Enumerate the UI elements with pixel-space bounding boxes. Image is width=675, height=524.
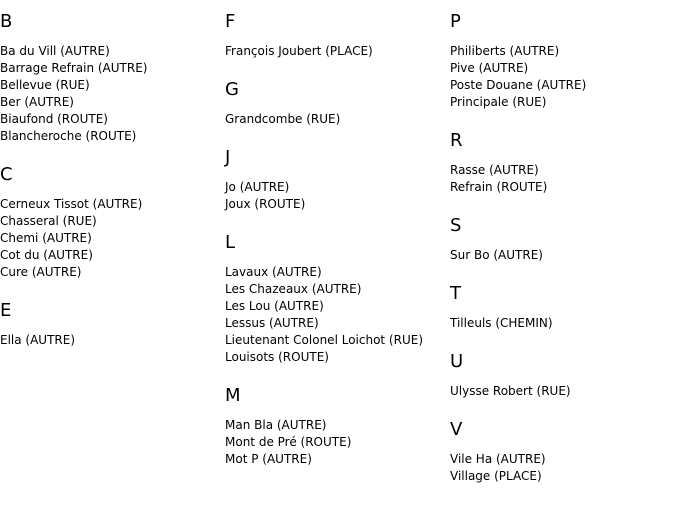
street-item: Cure (AUTRE) [0, 265, 82, 279]
street-item: Les Lou (AUTRE) [225, 299, 324, 313]
street-item: Rasse (AUTRE) [450, 163, 539, 177]
street-list [0, 196, 220, 281]
letter-group [225, 147, 445, 213]
street-list [450, 315, 670, 332]
street-item: Lavaux (AUTRE) [225, 265, 322, 279]
street-index-column-2 [225, 0, 445, 468]
street-list [0, 43, 220, 145]
street-list [225, 417, 445, 468]
street-item: Chemi (AUTRE) [0, 231, 92, 245]
letter-heading: U [450, 351, 464, 372]
letter-heading: G [225, 79, 239, 100]
street-item: Village (PLACE) [450, 469, 542, 483]
street-list [450, 383, 670, 400]
letter-group [450, 351, 670, 400]
letter-group [450, 283, 670, 332]
letter-heading: B [0, 11, 13, 32]
street-item: Ella (AUTRE) [0, 333, 76, 347]
street-item: Cot du (AUTRE) [0, 248, 93, 262]
street-list [450, 451, 670, 485]
street-item: Refrain (ROUTE) [450, 180, 548, 194]
street-item: Poste Douane (AUTRE) [450, 78, 587, 92]
street-item: Lieutenant Colonel Loichot (RUE) [225, 333, 423, 347]
street-list [225, 43, 445, 60]
letter-heading: L [225, 232, 236, 253]
letter-group [0, 11, 220, 145]
street-item: Tilleuls (CHEMIN) [450, 316, 553, 330]
street-item: Barrage Refrain (AUTRE) [0, 61, 148, 75]
letter-heading: J [225, 147, 231, 168]
street-item: Biaufond (ROUTE) [0, 112, 108, 126]
letter-heading: F [225, 11, 236, 32]
street-index-column-1 [0, 0, 220, 349]
street-index-column-3 [450, 0, 670, 485]
letter-heading: E [0, 300, 12, 321]
street-item: Joux (ROUTE) [225, 197, 306, 211]
letter-heading: V [450, 419, 463, 440]
letter-heading: T [450, 283, 461, 304]
street-item: Ulysse Robert (RUE) [450, 384, 571, 398]
letter-heading: S [450, 215, 462, 236]
street-item: Vile Ha (AUTRE) [450, 452, 546, 466]
street-list [225, 179, 445, 213]
letter-group [0, 164, 220, 281]
letter-heading: R [450, 130, 463, 151]
street-list [225, 111, 445, 128]
street-list [450, 162, 670, 196]
street-item: Mot P (AUTRE) [225, 452, 312, 466]
letter-group [450, 11, 670, 111]
letter-heading: C [0, 164, 13, 185]
letter-group [225, 385, 445, 468]
street-item: Chasseral (RUE) [0, 214, 97, 228]
letter-heading: P [450, 11, 461, 32]
street-item: Ba du Vill (AUTRE) [0, 44, 110, 58]
letter-heading: M [225, 385, 241, 406]
street-item: Man Bla (AUTRE) [225, 418, 327, 432]
street-item: Ber (AUTRE) [0, 95, 74, 109]
street-list [450, 43, 670, 111]
street-item: Pive (AUTRE) [450, 61, 529, 75]
letter-group [450, 215, 670, 264]
street-item: Bellevue (RUE) [0, 78, 90, 92]
letter-group [225, 232, 445, 366]
letter-group [450, 130, 670, 196]
letter-group [225, 11, 445, 60]
street-item: Cerneux Tissot (AUTRE) [0, 197, 143, 211]
letter-group [225, 79, 445, 128]
letter-group [0, 300, 220, 349]
street-list [450, 247, 670, 264]
street-list [225, 264, 445, 366]
street-item: Lessus (AUTRE) [225, 316, 319, 330]
street-item: Sur Bo (AUTRE) [450, 248, 543, 262]
street-item: Principale (RUE) [450, 95, 547, 109]
street-item: Grandcombe (RUE) [225, 112, 341, 126]
street-list [0, 332, 220, 349]
street-item: Louisots (ROUTE) [225, 350, 329, 364]
letter-group [450, 419, 670, 485]
street-item: Philiberts (AUTRE) [450, 44, 560, 58]
street-item: Jo (AUTRE) [225, 180, 290, 194]
street-item: Mont de Pré (ROUTE) [225, 435, 352, 449]
street-item: François Joubert (PLACE) [225, 44, 373, 58]
street-item: Blancheroche (ROUTE) [0, 129, 137, 143]
street-item: Les Chazeaux (AUTRE) [225, 282, 362, 296]
